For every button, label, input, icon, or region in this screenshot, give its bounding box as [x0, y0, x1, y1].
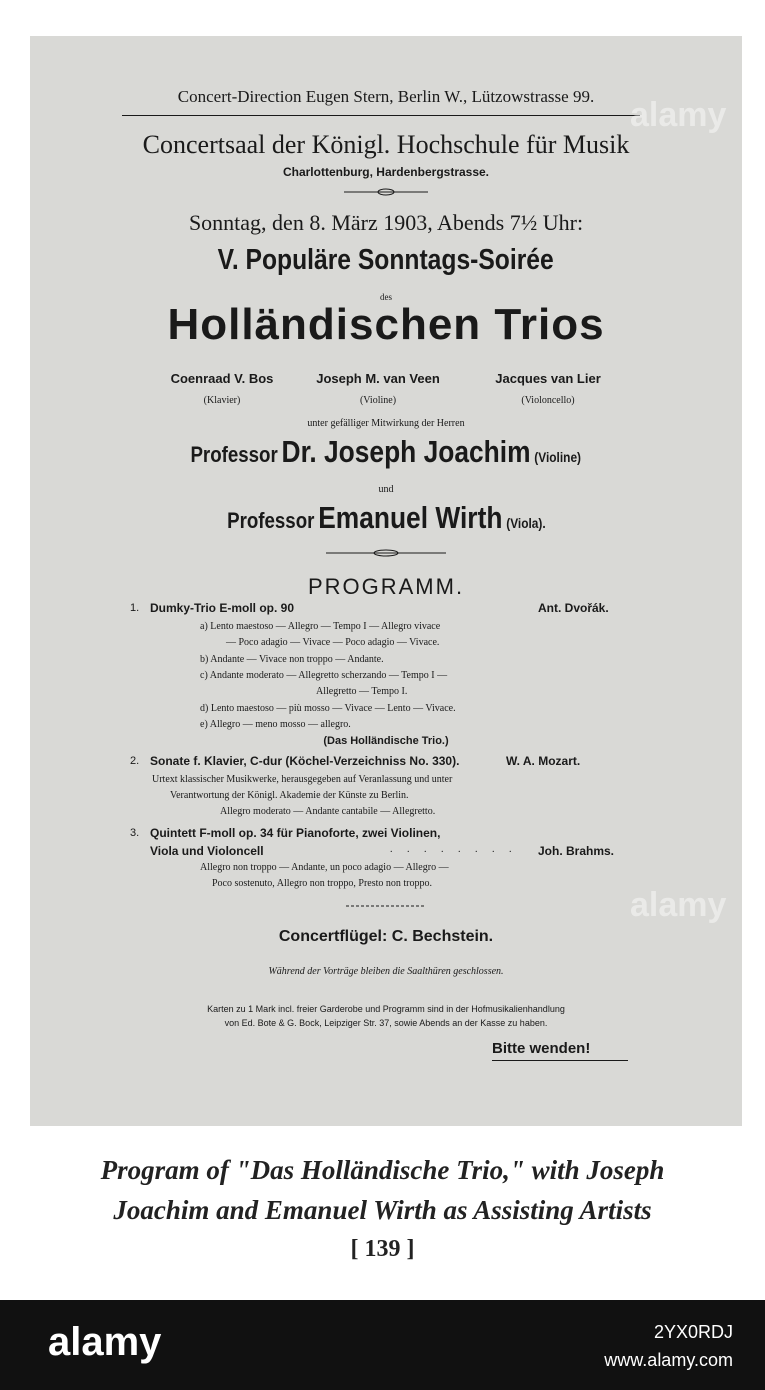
program-note: Urtext klassischer Musikwerke, herausgegeben auf Veranlassung und unter: [152, 774, 453, 785]
watermark-logo: alamy: [48, 1320, 162, 1364]
program-note: Allegro moderato — Andante cantabile — Allegretto.: [220, 806, 436, 817]
guests-intro: unter gefälliger Mitwirkung der Herren: [307, 418, 465, 429]
watermark-url: www.alamy.com: [604, 1350, 733, 1370]
concert-direction: Concert-Direction Eugen Stern, Berlin W., Lützowstrasse 99.: [177, 87, 595, 106]
ticket-info: Karten zu 1 Mark incl. freier Garderobe und Programm sind in der Hofmusikalienhandlung: [207, 1004, 565, 1014]
watermark-band: [0, 1300, 765, 1390]
dot-leader: . . . . . . . .: [390, 844, 518, 855]
watermark: alamy: [630, 96, 727, 134]
member-instrument: (Klavier): [203, 395, 241, 406]
divider-ornament: [346, 902, 426, 910]
divider-ornament: [326, 548, 446, 558]
member-instrument: (Violine): [359, 395, 397, 406]
ticket-info: von Ed. Bote & G. Bock, Leipziger Str. 37, sowie Abends an der Kasse zu haben.: [224, 1018, 548, 1028]
event-date: Sonntag, den 8. März 1903, Abends 7½ Uhr:: [188, 210, 584, 235]
top-rule: [122, 115, 640, 116]
program-item-number: 3.: [130, 827, 140, 839]
piano-credit: Concertflügel: C. Bechstein.: [278, 928, 494, 945]
joachim-instrument: (Violine): [534, 449, 582, 465]
und-word: und: [378, 484, 394, 495]
program-item-title: Sonate f. Klavier, C-dur (Köchel-Verzeichniss No. 330).: [150, 754, 460, 768]
event-title: [30, 244, 742, 277]
doors-notice: Während der Vorträge bleiben die Saalthüren geschlossen.: [268, 966, 504, 977]
ensemble-name: Holländischen Trios: [167, 300, 605, 349]
program-item-number: 1.: [130, 602, 140, 614]
divider-ornament: [344, 187, 428, 197]
page-number: [ 139 ]: [350, 1236, 415, 1262]
movement-line: a) Lento maestoso — Allegro — Tempo I — Allegro vivace: [200, 621, 441, 632]
turn-page-note: Bitte wenden!: [492, 1040, 591, 1057]
movement-line: Allegro non troppo — Andante, un poco adagio — Allegro —: [200, 862, 449, 873]
program-heading: PROGRAMM.: [307, 574, 465, 599]
caption-line-1: Program of "Das Holländische Trio," with Joseph: [100, 1155, 665, 1185]
wirth-name: Emanuel Wirth: [317, 500, 503, 535]
program-note: Verantwortung der Königl. Akademie der Künste zu Berlin.: [170, 790, 409, 801]
wirth-prefix: Professor: [226, 508, 315, 533]
program-item-composer: Ant. Dvořák.: [538, 601, 609, 615]
member-instrument: (Violoncello): [521, 395, 575, 406]
movement-line: — Poco adagio — Vivace — Poco adagio — Vivace.: [226, 637, 440, 648]
des-word: des: [380, 292, 392, 302]
movement-line: b) Andante — Vivace non troppo — Andante.: [200, 654, 384, 665]
watermark: alamy: [630, 886, 727, 924]
caption-line-2: Joachim and Emanuel Wirth as Assisting Artists: [113, 1195, 652, 1225]
program-item-title: Dumky-Trio E-moll op. 90: [150, 601, 295, 615]
movement-line: e) Allegro — meno mosso — allegro.: [200, 719, 351, 730]
member-name: Joseph M. van Veen: [316, 371, 440, 386]
movement-line: c) Andante moderato — Allegretto scherzando — Tempo I —: [200, 670, 448, 681]
member-name: Jacques van Lier: [495, 371, 601, 386]
turn-underline: [492, 1060, 628, 1061]
program-item-title: Quintett F-moll op. 34 für Pianoforte, zwei Violinen,: [150, 826, 441, 840]
joachim-prefix: Professor: [190, 442, 279, 467]
movement-line: Allegretto — Tempo I.: [316, 686, 408, 697]
member-name: Coenraad V. Bos: [170, 371, 274, 386]
event-title-text: V. Populäre Sonntags-Soirée: [217, 244, 555, 276]
hall-address: Charlottenburg, Hardenbergstrasse.: [282, 165, 490, 179]
movement-line: d) Lento maestoso — più mosso — Vivace — Lento — Vivace.: [200, 703, 456, 714]
hall-name: Concertsaal der Königl. Hochschule für Musik: [142, 130, 630, 159]
guest-joachim: [30, 434, 742, 470]
program-item-title-cont: Viola und Violoncell: [150, 844, 264, 858]
program-performer: (Das Holländische Trio.): [323, 735, 449, 747]
wirth-instrument: (Viola).: [505, 515, 546, 531]
guest-wirth: [30, 500, 742, 536]
joachim-name: Dr. Joseph Joachim: [281, 434, 531, 469]
program-item-composer: W. A. Mozart.: [506, 754, 581, 768]
movement-line: Poco sostenuto, Allegro non troppo, Presto non troppo.: [212, 878, 432, 889]
program-sheet: [30, 36, 742, 1126]
program-item-number: 2.: [130, 755, 140, 767]
program-item-composer: Joh. Brahms.: [538, 844, 615, 858]
image-id: 2YX0RDJ: [653, 1322, 733, 1342]
